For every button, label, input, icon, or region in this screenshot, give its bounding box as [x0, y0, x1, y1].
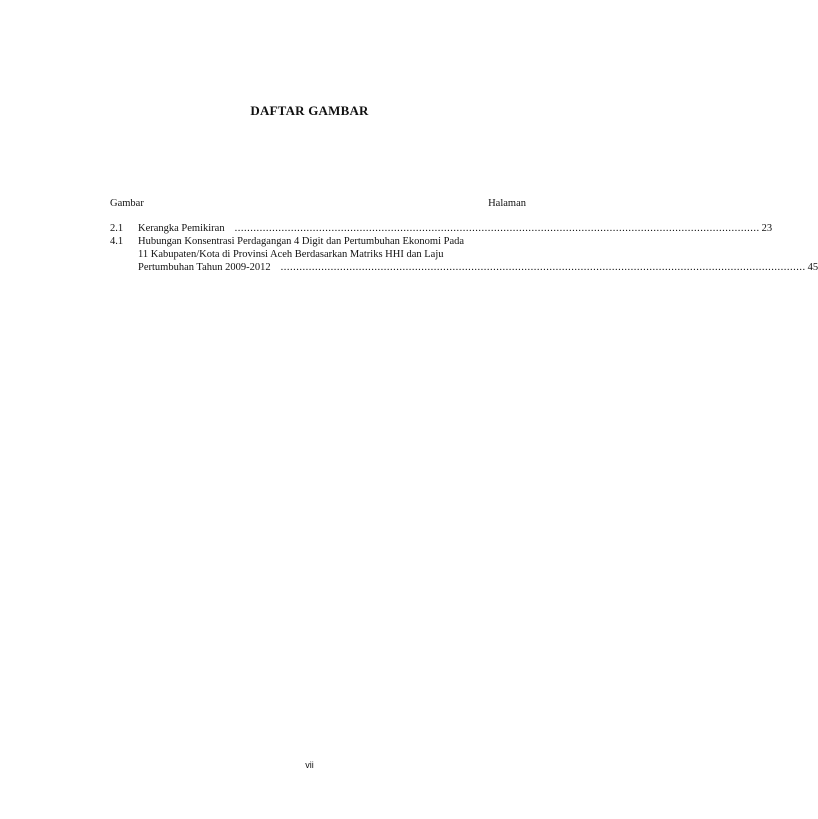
figure-number: 2.1 — [110, 223, 124, 234]
page-number: vii — [305, 760, 314, 770]
figure-page-number: 45 — [807, 262, 818, 273]
figure-title-line — [138, 261, 818, 274]
figure-title-line: 11 Kabupaten/Kota di Provinsi Aceh Berdasarkan Matriks HHI dan Laju — [138, 249, 444, 260]
figure-number: 4.1 — [110, 236, 124, 247]
page-title: DAFTAR GAMBAR — [250, 103, 369, 118]
figure-entry-body — [138, 235, 818, 274]
figure-title-text: Pertumbuhan Tahun 2009-2012 — [138, 262, 271, 273]
figure-entry-body — [138, 222, 773, 235]
column-header — [110, 198, 526, 209]
figure-list — [110, 222, 818, 274]
figure-page-number: 23 — [761, 223, 773, 234]
figure-entry[interactable] — [110, 235, 818, 274]
dot-leader: ........................................................................................................................................................................ — [234, 223, 760, 234]
figure-title-line — [138, 222, 773, 235]
dot-leader: ........................................................................................................................................................................ — [280, 262, 806, 273]
figure-title-line: Hubungan Konsentrasi Perdagangan 4 Digit dan Pertumbuhan Ekonomi Pada — [138, 236, 465, 247]
column-label-halaman: Halaman — [488, 198, 526, 209]
figure-entry[interactable] — [110, 222, 773, 235]
figure-title-text: Kerangka Pemikiran — [138, 223, 225, 234]
column-label-gambar: Gambar — [110, 198, 144, 209]
